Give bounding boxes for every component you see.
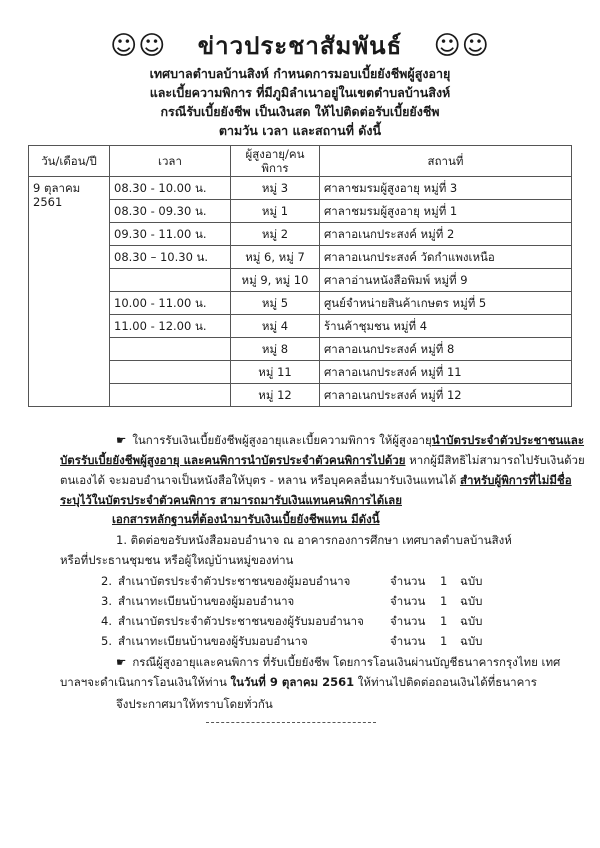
table-row <box>29 269 572 292</box>
cell-place: ศาลาอเนกประสงค์ หมู่ที่ 8 <box>320 338 572 361</box>
doc-number: 3. <box>101 594 112 608</box>
cell-group: หมู่ 12 <box>231 384 320 407</box>
table-row <box>29 338 572 361</box>
doc-item-5 <box>60 632 580 650</box>
doc-text: สำเนาบัตรประจำตัวประชาชนของผู้มอบอำนาจ <box>118 574 351 588</box>
doc-qty-unit: ฉบับ <box>460 634 483 648</box>
doc-item-1 <box>60 530 585 570</box>
dashed-divider <box>206 722 376 723</box>
header-time: เวลา <box>110 146 231 177</box>
cell-place: ศาลาอเนกประสงค์ หมู่ที่ 2 <box>320 223 572 246</box>
doc-text: สำเนาบัตรประจำตัวประชาชนของผู้รับมอบอำนาจ <box>118 614 364 628</box>
cell-group: หมู่ 2 <box>231 223 320 246</box>
cell-group: หมู่ 6, หมู่ 7 <box>231 246 320 269</box>
notice-p1-a: ในการรับเงินเบี้ยยังชีพผู้สูงอายุและเบี้ยความพิการ ให้ผู้สูงอายุ <box>132 433 432 447</box>
header-group: ผู้สูงอายุ/คนพิการ <box>231 146 320 177</box>
doc-qty-unit: ฉบับ <box>460 574 483 588</box>
table-row <box>29 315 572 338</box>
notice-p2-a: กรณีผู้สูงอายุและคนพิการ ที่รับเบี้ยยังชีพ โดยการโอนเงินผ่านบัญชีธนาคารกรุงไทย เทศบาลฯ <box>60 655 561 689</box>
doc-item-3 <box>60 592 580 610</box>
pointing-hand-icon: ☛ <box>116 655 127 669</box>
doc-qty-unit: ฉบับ <box>460 594 483 608</box>
cell-group: หมู่ 8 <box>231 338 320 361</box>
title-text: ข่าวประชาสัมพันธ์ <box>197 32 403 60</box>
cell-place: ศาลาอเนกประสงค์ หมู่ที่ 12 <box>320 384 572 407</box>
notice-p2-c: ในวันที่ 9 ตุลาคม 2561 <box>230 675 355 689</box>
cell-time <box>110 384 231 407</box>
notice-p1-d: สำหรับผู้พิการที่ไม่มีชื่อระบุไว้ในบัตรประจำตัวคนพิการ สามารถมารับเงินแทนคนพิการได้เลย <box>60 473 572 507</box>
subtitle-line-1: เทศบาลตำบลบ้านสิงห์ กำหนดการมอบเบี้ยยังชีพผู้สูงอายุ <box>149 66 451 81</box>
cell-date: 9 ตุลาคม 2561 <box>29 177 110 407</box>
header-date: วัน/เดือน/ปี <box>29 146 110 177</box>
cell-place: ศาลาอ่านหนังสือพิมพ์ หมู่ที่ 9 <box>320 269 572 292</box>
pointing-hand-icon: ☛ <box>116 433 127 447</box>
cell-time: 08.30 – 10.30 น. <box>110 246 231 269</box>
doc-qty-count: 1 <box>440 634 448 648</box>
cell-group: หมู่ 4 <box>231 315 320 338</box>
cell-time: 11.00 - 12.00 น. <box>110 315 231 338</box>
cell-group: หมู่ 3 <box>231 177 320 200</box>
cell-time: 09.30 - 11.00 น. <box>110 223 231 246</box>
cell-group: หมู่ 1 <box>231 200 320 223</box>
doc-qty-label: จำนวน <box>390 614 426 628</box>
cell-group: หมู่ 11 <box>231 361 320 384</box>
doc-qty-unit: ฉบับ <box>460 614 483 628</box>
smiley-left-icon: ☺☺ <box>110 31 167 61</box>
notice-p1-b: นำบัตรประจำตัวประชาชนและบัตรรับเบี้ยยังชีพผู้สูงอายุ และคนพิการนำบัตรประจำตัวคนพิการไปด้วย <box>60 433 585 467</box>
doc-qty-count: 1 <box>440 594 448 608</box>
cell-place: ร้านค้าชุมชน หมู่ที่ 4 <box>320 315 572 338</box>
doc-qty-label: จำนวน <box>390 634 426 648</box>
doc-qty-label: จำนวน <box>390 594 426 608</box>
doc-text: สำเนาทะเบียนบ้านของผู้มอบอำนาจ <box>118 594 295 608</box>
schedule-table <box>28 145 572 407</box>
cell-group: หมู่ 9, หมู่ 10 <box>231 269 320 292</box>
cell-group: หมู่ 5 <box>231 292 320 315</box>
doc-number: 5. <box>101 634 112 648</box>
cell-place: ศาลาอเนกประสงค์ วัดกำแพงเหนือ <box>320 246 572 269</box>
closing-line: จึงประกาศมาให้ทราบโดยทั่วกัน <box>116 697 273 711</box>
cell-time: 08.30 - 09.30 น. <box>110 200 231 223</box>
table-row <box>29 223 572 246</box>
doc-qty-label: จำนวน <box>390 574 426 588</box>
notice-p1-c: หากผู้มีสิทธิไม่สามารถไปรับเงินด้วยตนเองได้ จะมอบอำนาจเป็นหนังสือให้บุตร - หลาน หรือบุคคลอื่นมารับเงินแทนได้ <box>60 453 585 487</box>
doc-number: 4. <box>101 614 112 628</box>
notice-p2-b: จะดำเนินการโอนเงินให้ท่าน <box>87 675 231 689</box>
notice-p2-d: ให้ท่านไปติดต่อถอนเงินได้ที่ธนาคาร <box>354 675 537 689</box>
cell-place: ศูนย์จำหน่ายสินค้าเกษตร หมู่ที่ 5 <box>320 292 572 315</box>
table-row <box>29 384 572 407</box>
subtitle-line-4: ตามวัน เวลา และสถานที่ ดังนี้ <box>218 123 382 138</box>
cell-place: ศาลาอเนกประสงค์ หมู่ที่ 11 <box>320 361 572 384</box>
doc-item-1-line-a: 1. ติดต่อขอรับหนังสือมอบอำนาจ ณ อาคารกองการศึกษา เทศบาลตำบลบ้านสิงห์ <box>116 533 512 547</box>
doc-item-2 <box>60 572 580 590</box>
cell-time: 10.00 - 11.00 น. <box>110 292 231 315</box>
page-title <box>0 26 600 65</box>
notice-paragraph-2 <box>60 652 585 692</box>
cell-time <box>110 361 231 384</box>
table-row <box>29 177 572 200</box>
doc-number: 2. <box>101 574 112 588</box>
doc-qty-count: 1 <box>440 614 448 628</box>
doc-item-1-line-b: หรือที่ประธานชุมชน หรือผู้ใหญ่บ้านหมู่ของท่าน <box>60 553 294 567</box>
header-place: สถานที่ <box>320 146 572 177</box>
table-row <box>29 292 572 315</box>
subtitle <box>60 64 540 140</box>
doc-qty-count: 1 <box>440 574 448 588</box>
cell-time <box>110 338 231 361</box>
cell-place: ศาลาชมรมผู้สูงอายุ หมู่ที่ 1 <box>320 200 572 223</box>
cell-time <box>110 269 231 292</box>
subtitle-line-2: และเบี้ยความพิการ ที่มีภูมิลำเนาอยู่ในเขตตำบลบ้านสิงห์ <box>149 85 451 100</box>
table-row <box>29 246 572 269</box>
doc-text: สำเนาทะเบียนบ้านของผู้รับมอบอำนาจ <box>118 634 308 648</box>
table-header-row <box>29 146 572 177</box>
doc-item-4 <box>60 612 580 630</box>
cell-place: ศาลาชมรมผู้สูงอายุ หมู่ที่ 3 <box>320 177 572 200</box>
subtitle-line-3: กรณีรับเบี้ยยังชีพ เป็นเงินสด ให้ไปติดต่อรับเบี้ยยังชีพ <box>160 104 440 119</box>
cell-time: 08.30 - 10.00 น. <box>110 177 231 200</box>
docs-heading: เอกสารหลักฐานที่ต้องนำมารับเงินเบี้ยยังชีพแทน มีดังนี้ <box>112 512 380 526</box>
table-row <box>29 200 572 223</box>
table-row <box>29 361 572 384</box>
notice-paragraph-1 <box>60 430 585 510</box>
smiley-right-icon: ☺☺ <box>433 31 490 61</box>
